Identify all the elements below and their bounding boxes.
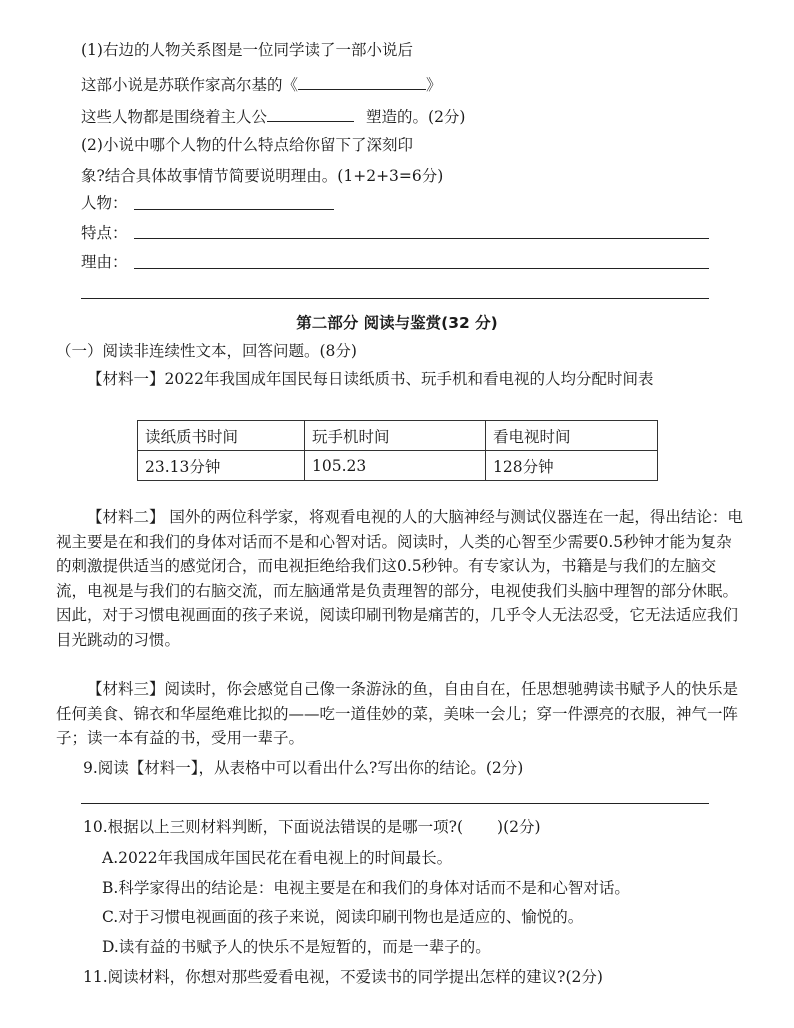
material-1-text: 【材料一】2022年我国成年国民每日读纸质书、玩手机和看电视的人均分配时间表 (87, 370, 654, 388)
person-field-label: 人物： (81, 194, 128, 212)
question-10-score: )(2分) (497, 818, 541, 836)
table-header-row (138, 421, 658, 451)
reason-field-label: 理由： (81, 253, 128, 271)
question-11: 11.阅读材料，你想对那些爱看电视，不爱读书的同学提出怎样的建议?(2分) (83, 968, 603, 986)
table-header-paper-books: 读纸质书时间 (138, 421, 305, 451)
q10-option-c[interactable]: C.对于习惯电视画面的孩子来说，阅读印刷刊物也是适应的、愉悦的。 (102, 908, 584, 926)
q-intro-line-3-text: 这些人物都是围绕着主人公 (81, 108, 268, 126)
table-cell-tv: 128分钟 (486, 451, 658, 481)
material-3-text: 【材料三】阅读时，你会感觉自己像一条游泳的鱼，自由自在，任思想驰骋读书赋予人的快乐是任何美食、锦衣和华屋绝难比拟的——吃一道佳妙的菜，美味一会儿；穿一件漂亮的衣服，神气一阵子；读一本有益的书，受用一辈子。 (56, 680, 739, 747)
material-2-text: 【材料二】 国外的两位科学家，将观看电视的人的大脑神经与测试仪器连在一起，得出结论：电视主要是在和我们的身体对话而不是和心智对话。阅读时，人类的心智至少需要0.5秒钟才能为复杂的刺激提供适当的感觉闭合，而电视拒绝给我们这0.5秒钟。有专家认为，书籍是与我们的左脑交流，电视是与我们的右脑交流，而左脑通常是负责理智的部分，电视使我们头脑中理智的部分休眠。因此，对于习惯电视画面的孩子来说，阅读印刷刊物是痛苦的，几乎令人无法忍受，它无法适应我们目光跳动的习惯。 (56, 508, 743, 649)
q-intro-line-3 (81, 104, 465, 127)
reason-field-line[interactable] (134, 268, 709, 269)
q10-option-d[interactable]: D.读有益的书赋予人的快乐不是短暂的，而是一辈子的。 (102, 938, 491, 956)
section-title: 第二部分 阅读与鉴赏(32 分) (296, 314, 498, 332)
table-header-tv: 看电视时间 (486, 421, 658, 451)
table-cell-phone: 105.23 (305, 451, 486, 481)
reading-time-table (137, 420, 658, 481)
trait-field-label: 特点： (81, 224, 128, 242)
table-cell-paper-books: 23.13分钟 (138, 451, 305, 481)
section-subtitle: （一）阅读非连续性文本，回答问题。(8分) (56, 342, 357, 360)
q-intro-line-2 (81, 72, 442, 95)
q10-option-b[interactable]: B.科学家得出的结论是：电视主要是在和我们的身体对话而不是和心智对话。 (102, 879, 630, 897)
trait-field-line[interactable] (134, 238, 709, 239)
q-intro-line-4: (2)小说中哪个人物的什么特点给你留下了深刻印 (81, 136, 413, 154)
question-10 (83, 817, 541, 837)
q-intro-line-3-tail: 塑造的。(2分) (366, 108, 466, 126)
q-intro-line-2-text: 这部小说是苏联作家高尔基的《 (81, 76, 299, 94)
novel-title-blank[interactable] (298, 72, 426, 90)
protagonist-blank[interactable] (267, 104, 354, 122)
table-row (138, 451, 658, 481)
person-field-line[interactable] (134, 209, 334, 210)
q9-answer-line[interactable] (81, 803, 709, 804)
q-intro-line-5: 象?结合具体故事情节简要说明理由。(1+2+3=6分) (81, 167, 444, 185)
q-intro-line-1: (1)右边的人物关系图是一位同学读了一部小说后 (81, 41, 413, 59)
question-10-stem: 10.根据以上三则材料判断，下面说法错误的是哪一项?( (83, 818, 464, 836)
table-header-phone: 玩手机时间 (305, 421, 486, 451)
question-9: 9.阅读【材料一】，从表格中可以看出什么?写出你的结论。(2分) (83, 759, 524, 777)
extra-answer-line[interactable] (81, 298, 709, 299)
q-intro-line-2-close: 》 (426, 76, 442, 94)
q10-option-a[interactable]: A.2022年我国成年国民花在看电视上的时间最长。 (102, 849, 453, 867)
